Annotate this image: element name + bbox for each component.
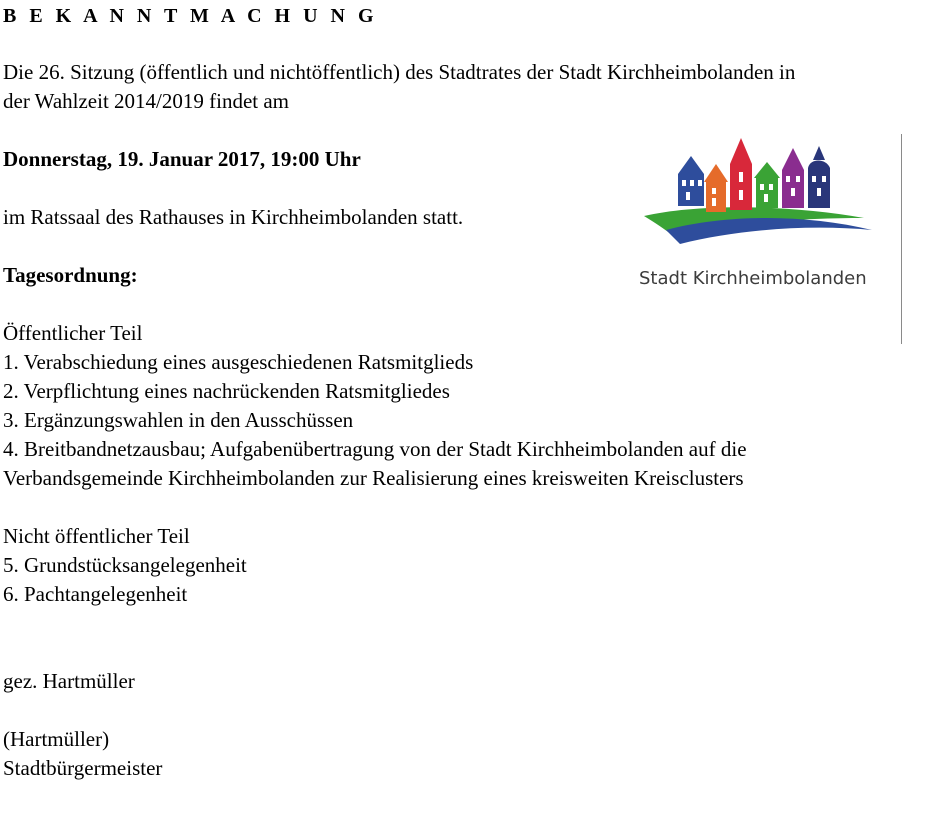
logo-caption: Stadt Kirchheimbolanden [639,268,867,289]
private-section-title: Nicht öffentlicher Teil [3,524,190,548]
intro-line-2: der Wahlzeit 2014/2019 findet am [3,89,290,113]
agenda-item: 6. Pachtangelegenheit [3,582,188,606]
agenda-item: 4. Breitbandnetzausbau; Aufgabenübertragung von der Stadt Kirchheimbolanden auf die [3,437,747,461]
announcement-document [3,3,947,783]
agenda-title: Tagesordnung: [3,263,138,287]
signer-name: (Hartmüller) [3,727,110,751]
city-skyline-logo-icon [636,134,902,264]
spacer [3,493,947,522]
signature: gez. Hartmüller [3,669,135,693]
meeting-date: Donnerstag, 19. Januar 2017, 19:00 Uhr [3,147,361,171]
spacer [3,696,947,725]
spacer [3,609,947,667]
intro-line-1: Die 26. Sitzung (öffentlich und nichtöffentlich) des Stadtrates der Stadt Kirchheimbolanden in [3,60,796,84]
agenda-item: 3. Ergänzungswahlen in den Ausschüssen [3,408,354,432]
agenda-item-continuation: Verbandsgemeinde Kirchheimbolanden zur Realisierung eines kreisweiten Kreisclusters [3,466,744,490]
document-heading: B E K A N N T M A C H U N G [3,5,378,27]
signer-title: Stadtbürgermeister [3,756,163,780]
agenda-item: 1. Verabschiedung eines ausgeschiedenen Ratsmitglieds [3,350,474,374]
meeting-location: im Ratssaal des Rathauses in Kirchheimbolanden statt. [3,205,464,229]
logo-divider [901,134,902,344]
spacer [3,29,947,58]
agenda-item: 2. Verpflichtung eines nachrückenden Ratsmitgliedes [3,379,450,403]
public-section-title: Öffentlicher Teil [3,321,143,345]
city-logo [636,134,902,342]
agenda-item: 5. Grundstücksangelegenheit [3,553,247,577]
